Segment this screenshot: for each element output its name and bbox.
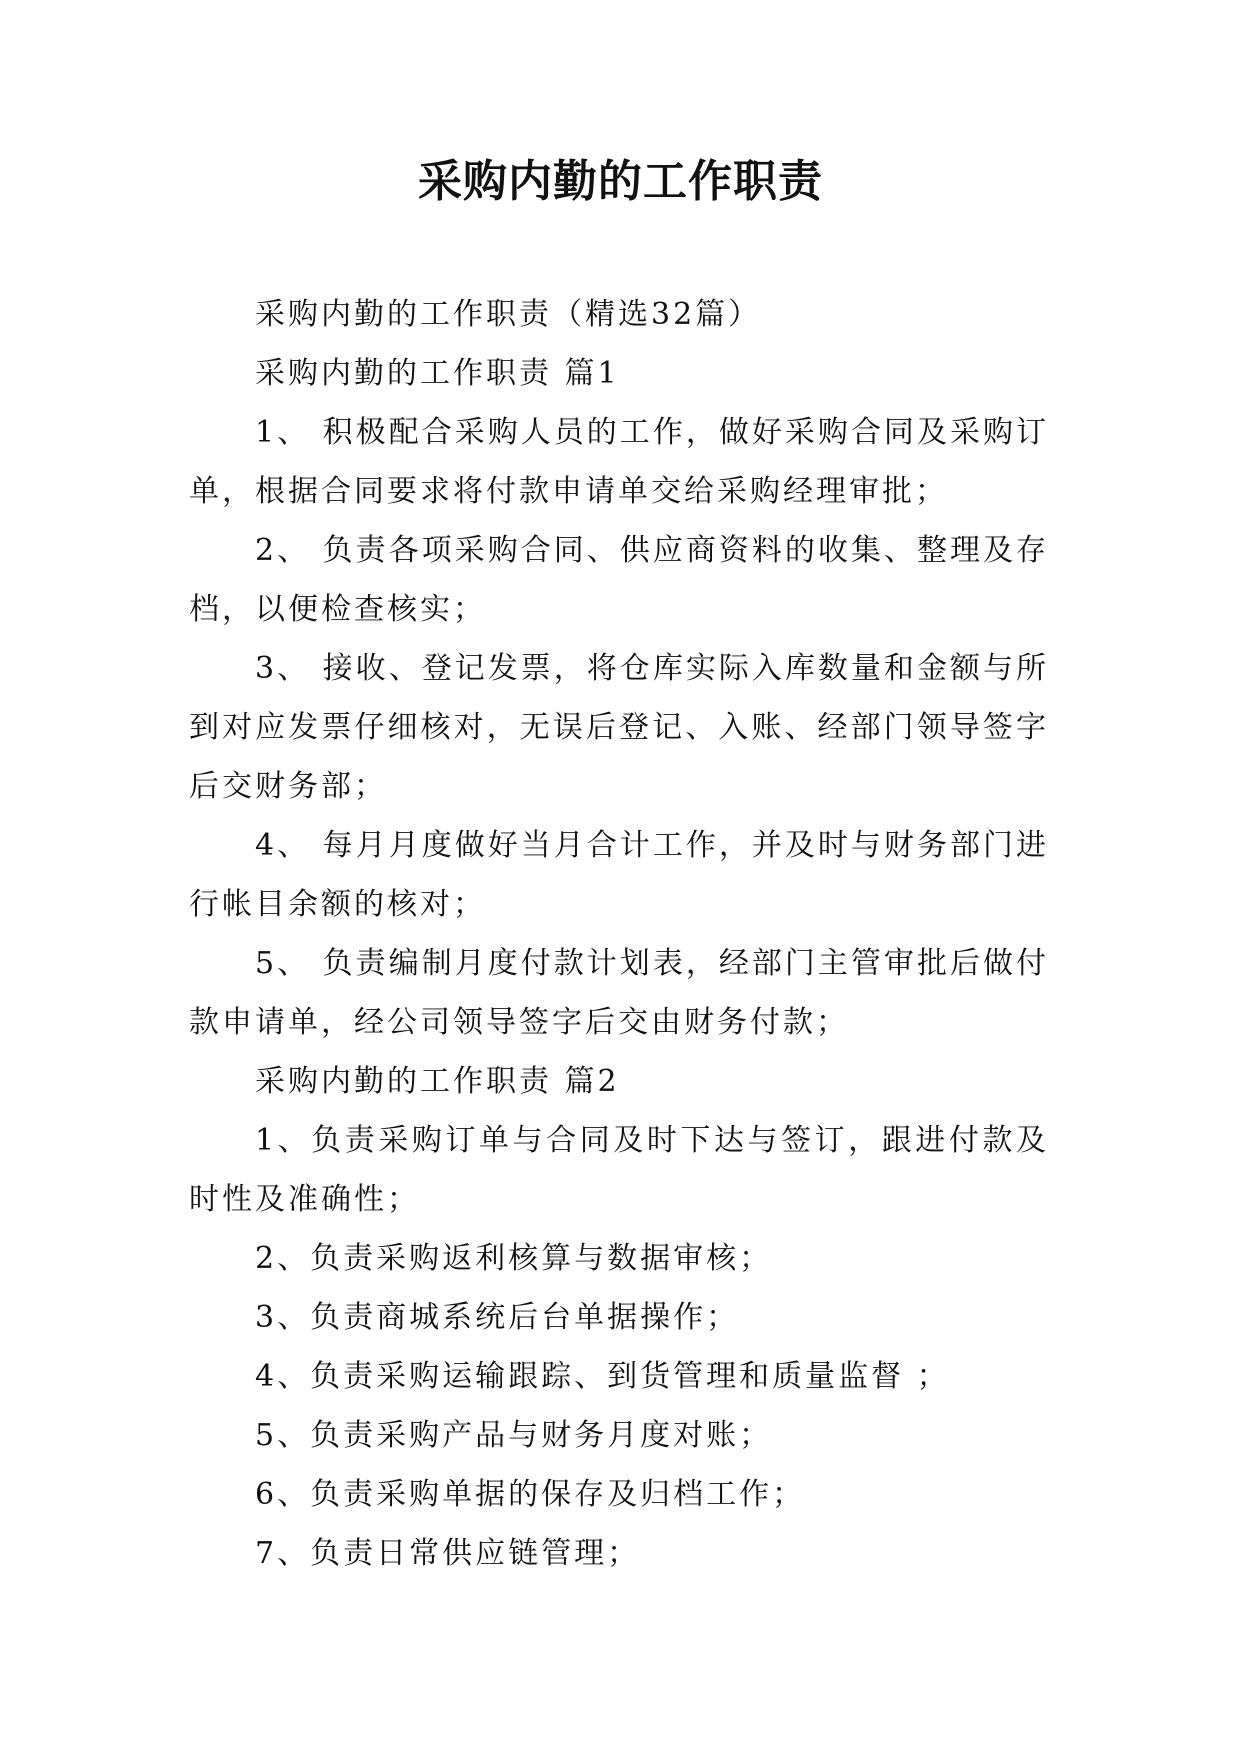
list-item: 1、负责采购订单与合同及时下达与签订，跟进付款及时性及准确性； bbox=[189, 1123, 1049, 1217]
list-item: 2、负责采购返利核算与数据审核； bbox=[255, 1241, 773, 1276]
list-item: 5、负责采购产品与财务月度对账； bbox=[255, 1418, 773, 1453]
document-title: 采购内勤的工作职责 bbox=[418, 156, 823, 207]
list-item: 4、负责采购运输跟踪、到货管理和质量监督 ； bbox=[255, 1359, 950, 1394]
subtitle-paragraph: 采购内勤的工作职责（精选32篇） bbox=[255, 297, 762, 332]
list-item: 3、负责商城系统后台单据操作； bbox=[255, 1300, 740, 1335]
list-item: 5、 负责编制月度付款计划表，经部门主管审批后做付款申请单，经公司领导签字后交由财务付款； bbox=[189, 946, 1049, 1040]
list-item: 3、 接收、登记发票，将仓库实际入库数量和金额与所到对应发票仔细核对，无误后登记、入账、经部门领导签字后交财务部； bbox=[189, 651, 1049, 804]
list-item: 6、负责采购单据的保存及归档工作； bbox=[255, 1477, 806, 1512]
section-heading: 采购内勤的工作职责 篇2 bbox=[255, 1064, 620, 1099]
list-item: 1、 积极配合采购人员的工作，做好采购合同及采购订单，根据合同要求将付款申请单交给采购经理审批； bbox=[189, 415, 1049, 509]
list-item: 2、 负责各项采购合同、供应商资料的收集、整理及存档，以便检查核实； bbox=[189, 533, 1049, 627]
list-item: 4、 每月月度做好当月合计工作，并及时与财务部门进行帐目余额的核对； bbox=[189, 828, 1049, 922]
section-heading: 采购内勤的工作职责 篇1 bbox=[255, 356, 620, 391]
document-body bbox=[189, 285, 1049, 1583]
list-item: 7、负责日常供应链管理； bbox=[255, 1536, 641, 1571]
